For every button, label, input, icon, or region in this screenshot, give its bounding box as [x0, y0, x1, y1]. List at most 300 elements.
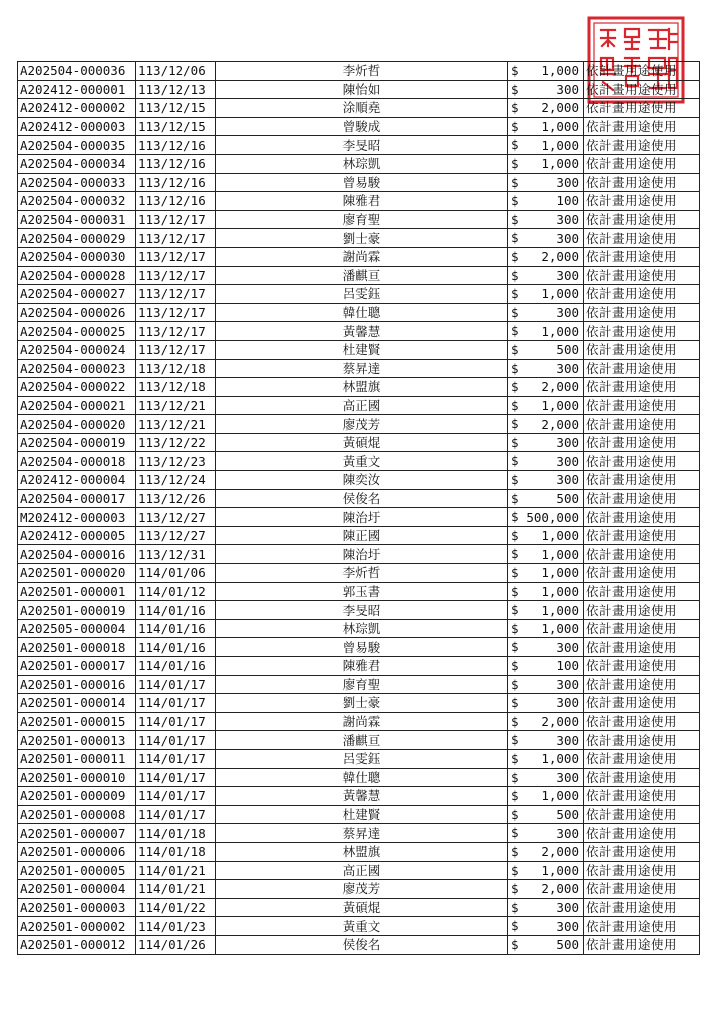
- donation-amount: [508, 749, 584, 768]
- currency-symbol: $: [511, 565, 519, 581]
- currency-symbol: $: [511, 323, 519, 339]
- receipt-id: A202505-000004: [18, 619, 136, 638]
- donation-amount: [508, 638, 584, 657]
- donation-amount: [508, 173, 584, 192]
- usage-note: 依計畫用途使用: [584, 285, 700, 304]
- donation-amount: [508, 712, 584, 731]
- receipt-id: A202504-000019: [18, 433, 136, 452]
- donation-amount: [508, 619, 584, 638]
- amount-value: 1,000: [541, 323, 579, 339]
- receipt-id: A202501-000005: [18, 861, 136, 880]
- donation-amount: [508, 582, 584, 601]
- usage-note: 依計畫用途使用: [584, 378, 700, 397]
- amount-value: 2,000: [541, 379, 579, 395]
- donation-date: 113/12/17: [136, 210, 216, 229]
- currency-symbol: $: [511, 713, 519, 729]
- currency-symbol: $: [511, 918, 519, 934]
- donation-amount: [508, 787, 584, 806]
- currency-symbol: $: [511, 881, 519, 897]
- usage-note: 依計畫用途使用: [584, 805, 700, 824]
- table-row: [18, 675, 700, 694]
- currency-symbol: $: [511, 583, 519, 599]
- amount-value: 300: [556, 81, 579, 97]
- donor-name: 廖育聖: [216, 675, 508, 694]
- donor-name: 曾易駿: [216, 638, 508, 657]
- donation-date: 113/12/13: [136, 80, 216, 99]
- receipt-id: A202412-000002: [18, 99, 136, 118]
- donor-name: 廖育聖: [216, 210, 508, 229]
- table-row: [18, 601, 700, 620]
- receipt-id: A202501-000010: [18, 768, 136, 787]
- usage-note: 依計畫用途使用: [584, 880, 700, 899]
- donation-amount: [508, 99, 584, 118]
- currency-symbol: $: [511, 193, 519, 209]
- donor-name: 林盟旗: [216, 842, 508, 861]
- receipt-id: A202504-000024: [18, 340, 136, 359]
- usage-note: 依計畫用途使用: [584, 415, 700, 434]
- currency-symbol: $: [511, 732, 519, 748]
- donor-name: 杜建賢: [216, 805, 508, 824]
- donation-amount: [508, 285, 584, 304]
- donor-name: 呂雯鈺: [216, 285, 508, 304]
- currency-symbol: $: [511, 769, 519, 785]
- table-row: [18, 117, 700, 136]
- table-row: [18, 415, 700, 434]
- currency-symbol: $: [511, 397, 519, 413]
- table-row: [18, 396, 700, 415]
- table-row: [18, 285, 700, 304]
- receipt-id: A202501-000002: [18, 917, 136, 936]
- amount-value: 2,000: [541, 249, 579, 265]
- amount-value: 300: [556, 639, 579, 655]
- usage-note: 依計畫用途使用: [584, 471, 700, 490]
- donation-date: 113/12/15: [136, 99, 216, 118]
- donation-amount: [508, 842, 584, 861]
- usage-note: 依計畫用途使用: [584, 247, 700, 266]
- donor-name: 李旻昭: [216, 136, 508, 155]
- receipt-id: A202412-000001: [18, 80, 136, 99]
- receipt-id: A202501-000014: [18, 694, 136, 713]
- donation-date: 114/01/22: [136, 898, 216, 917]
- table-row: [18, 842, 700, 861]
- currency-symbol: $: [511, 155, 519, 171]
- table-row: [18, 433, 700, 452]
- currency-symbol: $: [511, 118, 519, 134]
- amount-value: 1,000: [541, 583, 579, 599]
- donation-date: 113/12/22: [136, 433, 216, 452]
- amount-value: 300: [556, 453, 579, 469]
- table-row: [18, 192, 700, 211]
- donation-date: 113/12/24: [136, 471, 216, 490]
- receipt-id: A202501-000006: [18, 842, 136, 861]
- donation-amount: [508, 117, 584, 136]
- currency-symbol: $: [511, 230, 519, 246]
- table-row: [18, 638, 700, 657]
- donation-date: 113/12/17: [136, 322, 216, 341]
- donor-name: 李旻昭: [216, 601, 508, 620]
- currency-symbol: $: [511, 509, 519, 525]
- currency-symbol: $: [511, 453, 519, 469]
- donation-amount: [508, 247, 584, 266]
- donation-date: 113/12/16: [136, 192, 216, 211]
- currency-symbol: $: [511, 936, 519, 952]
- receipt-id: A202501-000009: [18, 787, 136, 806]
- table-row: [18, 378, 700, 397]
- ledger-body: [18, 62, 700, 955]
- donor-name: 黃馨慧: [216, 322, 508, 341]
- amount-value: 2,000: [541, 714, 579, 730]
- donation-date: 114/01/17: [136, 712, 216, 731]
- receipt-id: A202501-000004: [18, 880, 136, 899]
- donor-name: 黃碩焜: [216, 433, 508, 452]
- donation-amount: [508, 62, 584, 81]
- receipt-id: A202501-000016: [18, 675, 136, 694]
- receipt-id: A202504-000030: [18, 247, 136, 266]
- usage-note: 依計畫用途使用: [584, 433, 700, 452]
- amount-value: 300: [556, 174, 579, 190]
- currency-symbol: $: [511, 248, 519, 264]
- donation-amount: [508, 601, 584, 620]
- donation-amount: [508, 322, 584, 341]
- receipt-id: A202501-000008: [18, 805, 136, 824]
- donation-amount: [508, 471, 584, 490]
- table-row: [18, 173, 700, 192]
- donor-name: 郭玉書: [216, 582, 508, 601]
- donor-name: 高正國: [216, 396, 508, 415]
- table-row: [18, 787, 700, 806]
- donor-name: 廖茂芳: [216, 880, 508, 899]
- amount-value: 1,000: [541, 119, 579, 135]
- donor-name: 杜建賢: [216, 340, 508, 359]
- donation-amount: [508, 564, 584, 583]
- currency-symbol: $: [511, 286, 519, 302]
- amount-value: 1,000: [541, 286, 579, 302]
- donation-date: 114/01/18: [136, 842, 216, 861]
- donation-amount: [508, 694, 584, 713]
- receipt-id: A202412-000004: [18, 471, 136, 490]
- currency-symbol: $: [511, 174, 519, 190]
- amount-value: 300: [556, 918, 579, 934]
- donation-date: 114/01/17: [136, 675, 216, 694]
- donor-name: 林琮凱: [216, 154, 508, 173]
- receipt-id: A202504-000026: [18, 303, 136, 322]
- receipt-id: A202501-000020: [18, 564, 136, 583]
- table-row: [18, 136, 700, 155]
- usage-note: 依計畫用途使用: [584, 452, 700, 471]
- donation-date: 113/12/17: [136, 247, 216, 266]
- donation-date: 113/12/16: [136, 173, 216, 192]
- donation-date: 113/12/17: [136, 285, 216, 304]
- table-row: [18, 62, 700, 81]
- receipt-id: A202504-000033: [18, 173, 136, 192]
- table-row: [18, 898, 700, 917]
- table-row: [18, 471, 700, 490]
- usage-note: 依計畫用途使用: [584, 657, 700, 676]
- usage-note: 依計畫用途使用: [584, 303, 700, 322]
- table-row: [18, 917, 700, 936]
- amount-value: 2,000: [541, 100, 579, 116]
- donation-amount: [508, 526, 584, 545]
- currency-symbol: $: [511, 490, 519, 506]
- donation-amount: [508, 266, 584, 285]
- donation-date: 113/12/18: [136, 359, 216, 378]
- table-row: [18, 210, 700, 229]
- table-row: [18, 247, 700, 266]
- donation-ledger-table: [17, 61, 700, 955]
- donation-amount: [508, 340, 584, 359]
- usage-note: 依計畫用途使用: [584, 229, 700, 248]
- receipt-id: A202501-000013: [18, 731, 136, 750]
- receipt-id: A202504-000020: [18, 415, 136, 434]
- donation-date: 113/12/27: [136, 508, 216, 527]
- receipt-id: A202504-000018: [18, 452, 136, 471]
- usage-note: 依計畫用途使用: [584, 712, 700, 731]
- donor-name: 黃馨慧: [216, 787, 508, 806]
- receipt-id: A202501-000017: [18, 657, 136, 676]
- usage-note: 依計畫用途使用: [584, 136, 700, 155]
- table-row: [18, 824, 700, 843]
- amount-value: 300: [556, 769, 579, 785]
- donor-name: 廖茂芳: [216, 415, 508, 434]
- donation-amount: [508, 935, 584, 954]
- table-row: [18, 619, 700, 638]
- amount-value: 300: [556, 676, 579, 692]
- usage-note: 依計畫用途使用: [584, 898, 700, 917]
- receipt-id: A202504-000029: [18, 229, 136, 248]
- amount-value: 1,000: [541, 751, 579, 767]
- usage-note: 依計畫用途使用: [584, 266, 700, 285]
- donation-date: 113/12/27: [136, 526, 216, 545]
- donation-date: 114/01/16: [136, 638, 216, 657]
- donation-date: 113/12/17: [136, 266, 216, 285]
- donor-name: 陳治圩: [216, 508, 508, 527]
- table-row: [18, 80, 700, 99]
- usage-note: 依計畫用途使用: [584, 564, 700, 583]
- amount-value: 300: [556, 212, 579, 228]
- table-row: [18, 861, 700, 880]
- donation-date: 114/01/23: [136, 917, 216, 936]
- donor-name: 黃重文: [216, 452, 508, 471]
- usage-note: 依計畫用途使用: [584, 582, 700, 601]
- donation-amount: [508, 378, 584, 397]
- donation-amount: [508, 415, 584, 434]
- usage-note: 依計畫用途使用: [584, 749, 700, 768]
- donation-amount: [508, 898, 584, 917]
- donation-date: 113/12/17: [136, 229, 216, 248]
- usage-note: 依計畫用途使用: [584, 117, 700, 136]
- amount-value: 500,000: [526, 509, 579, 525]
- usage-note: 依計畫用途使用: [584, 694, 700, 713]
- donation-date: 114/01/17: [136, 768, 216, 787]
- usage-note: 依計畫用途使用: [584, 62, 700, 81]
- donation-date: 113/12/23: [136, 452, 216, 471]
- usage-note: 依計畫用途使用: [584, 396, 700, 415]
- donor-name: 潘麒亘: [216, 731, 508, 750]
- table-row: [18, 452, 700, 471]
- currency-symbol: $: [511, 304, 519, 320]
- usage-note: 依計畫用途使用: [584, 359, 700, 378]
- donation-amount: [508, 229, 584, 248]
- receipt-id: A202501-000018: [18, 638, 136, 657]
- currency-symbol: $: [511, 825, 519, 841]
- donor-name: 呂雯鈺: [216, 749, 508, 768]
- amount-value: 1,000: [541, 621, 579, 637]
- donation-date: 113/12/18: [136, 378, 216, 397]
- donation-date: 114/01/17: [136, 731, 216, 750]
- usage-note: 依計畫用途使用: [584, 340, 700, 359]
- receipt-id: A202412-000003: [18, 117, 136, 136]
- amount-value: 500: [556, 490, 579, 506]
- table-row: [18, 657, 700, 676]
- table-row: [18, 229, 700, 248]
- donor-name: 林盟旗: [216, 378, 508, 397]
- donation-date: 114/01/16: [136, 657, 216, 676]
- usage-note: 依計畫用途使用: [584, 210, 700, 229]
- amount-value: 300: [556, 825, 579, 841]
- currency-symbol: $: [511, 360, 519, 376]
- donation-date: 114/01/21: [136, 880, 216, 899]
- currency-symbol: $: [511, 341, 519, 357]
- amount-value: 1,000: [541, 63, 579, 79]
- receipt-id: A202504-000032: [18, 192, 136, 211]
- donation-amount: [508, 80, 584, 99]
- donation-amount: [508, 192, 584, 211]
- receipt-id: A202501-000007: [18, 824, 136, 843]
- currency-symbol: $: [511, 639, 519, 655]
- currency-symbol: $: [511, 434, 519, 450]
- usage-note: 依計畫用途使用: [584, 675, 700, 694]
- donation-amount: [508, 675, 584, 694]
- donation-amount: [508, 880, 584, 899]
- donation-date: 113/12/15: [136, 117, 216, 136]
- donation-date: 114/01/17: [136, 694, 216, 713]
- donor-name: 陳治圩: [216, 545, 508, 564]
- donation-amount: [508, 545, 584, 564]
- donation-amount: [508, 768, 584, 787]
- amount-value: 300: [556, 695, 579, 711]
- table-row: [18, 880, 700, 899]
- usage-note: 依計畫用途使用: [584, 154, 700, 173]
- currency-symbol: $: [511, 416, 519, 432]
- receipt-id: A202501-000011: [18, 749, 136, 768]
- table-row: [18, 99, 700, 118]
- amount-value: 300: [556, 305, 579, 321]
- donation-amount: [508, 917, 584, 936]
- donation-date: 114/01/17: [136, 787, 216, 806]
- donation-amount: [508, 136, 584, 155]
- amount-value: 2,000: [541, 881, 579, 897]
- receipt-id: A202504-000021: [18, 396, 136, 415]
- usage-note: 依計畫用途使用: [584, 192, 700, 211]
- donor-name: 曾易駿: [216, 173, 508, 192]
- currency-symbol: $: [511, 137, 519, 153]
- donor-name: 蔡昇達: [216, 359, 508, 378]
- amount-value: 500: [556, 807, 579, 823]
- donor-name: 韓仕聰: [216, 768, 508, 787]
- usage-note: 依計畫用途使用: [584, 526, 700, 545]
- usage-note: 依計畫用途使用: [584, 768, 700, 787]
- receipt-id: A202504-000016: [18, 545, 136, 564]
- amount-value: 300: [556, 435, 579, 451]
- currency-symbol: $: [511, 211, 519, 227]
- donation-amount: [508, 210, 584, 229]
- receipt-id: A202504-000034: [18, 154, 136, 173]
- donation-date: 113/12/17: [136, 303, 216, 322]
- amount-value: 500: [556, 937, 579, 953]
- donor-name: 李炘哲: [216, 564, 508, 583]
- table-row: [18, 731, 700, 750]
- usage-note: 依計畫用途使用: [584, 322, 700, 341]
- table-row: [18, 508, 700, 527]
- usage-note: 依計畫用途使用: [584, 917, 700, 936]
- receipt-id: A202504-000017: [18, 489, 136, 508]
- donation-amount: [508, 396, 584, 415]
- usage-note: 依計畫用途使用: [584, 638, 700, 657]
- donor-name: 陳奕汝: [216, 471, 508, 490]
- table-row: [18, 322, 700, 341]
- usage-note: 依計畫用途使用: [584, 99, 700, 118]
- amount-value: 1,000: [541, 862, 579, 878]
- donation-date: 114/01/16: [136, 601, 216, 620]
- donor-name: 陳雅君: [216, 657, 508, 676]
- currency-symbol: $: [511, 620, 519, 636]
- donation-amount: [508, 657, 584, 676]
- currency-symbol: $: [511, 750, 519, 766]
- donation-date: 113/12/16: [136, 154, 216, 173]
- donor-name: 侯俊名: [216, 489, 508, 508]
- donation-amount: [508, 433, 584, 452]
- receipt-id: A202504-000023: [18, 359, 136, 378]
- donor-name: 黃重文: [216, 917, 508, 936]
- amount-value: 100: [556, 658, 579, 674]
- donor-name: 李炘哲: [216, 62, 508, 81]
- donor-name: 謝尚霖: [216, 247, 508, 266]
- donation-date: 114/01/16: [136, 619, 216, 638]
- donor-name: 陳怡如: [216, 80, 508, 99]
- amount-value: 1,000: [541, 546, 579, 562]
- table-row: [18, 359, 700, 378]
- usage-note: 依計畫用途使用: [584, 508, 700, 527]
- donor-name: 謝尚霖: [216, 712, 508, 731]
- currency-symbol: $: [511, 788, 519, 804]
- donation-date: 114/01/17: [136, 749, 216, 768]
- amount-value: 300: [556, 732, 579, 748]
- receipt-id: A202504-000035: [18, 136, 136, 155]
- receipt-id: A202504-000025: [18, 322, 136, 341]
- receipt-id: M202412-000003: [18, 508, 136, 527]
- donation-date: 113/12/21: [136, 396, 216, 415]
- amount-value: 1,000: [541, 156, 579, 172]
- usage-note: 依計畫用途使用: [584, 619, 700, 638]
- table-row: [18, 340, 700, 359]
- table-row: [18, 545, 700, 564]
- usage-note: 依計畫用途使用: [584, 824, 700, 843]
- donation-date: 114/01/26: [136, 935, 216, 954]
- table-row: [18, 154, 700, 173]
- currency-symbol: $: [511, 546, 519, 562]
- donation-date: 113/12/31: [136, 545, 216, 564]
- donation-date: 114/01/21: [136, 861, 216, 880]
- amount-value: 1,000: [541, 528, 579, 544]
- donation-amount: [508, 359, 584, 378]
- receipt-id: A202412-000005: [18, 526, 136, 545]
- currency-symbol: $: [511, 527, 519, 543]
- usage-note: 依計畫用途使用: [584, 173, 700, 192]
- receipt-id: A202504-000027: [18, 285, 136, 304]
- amount-value: 1,000: [541, 788, 579, 804]
- donation-amount: [508, 303, 584, 322]
- amount-value: 300: [556, 360, 579, 376]
